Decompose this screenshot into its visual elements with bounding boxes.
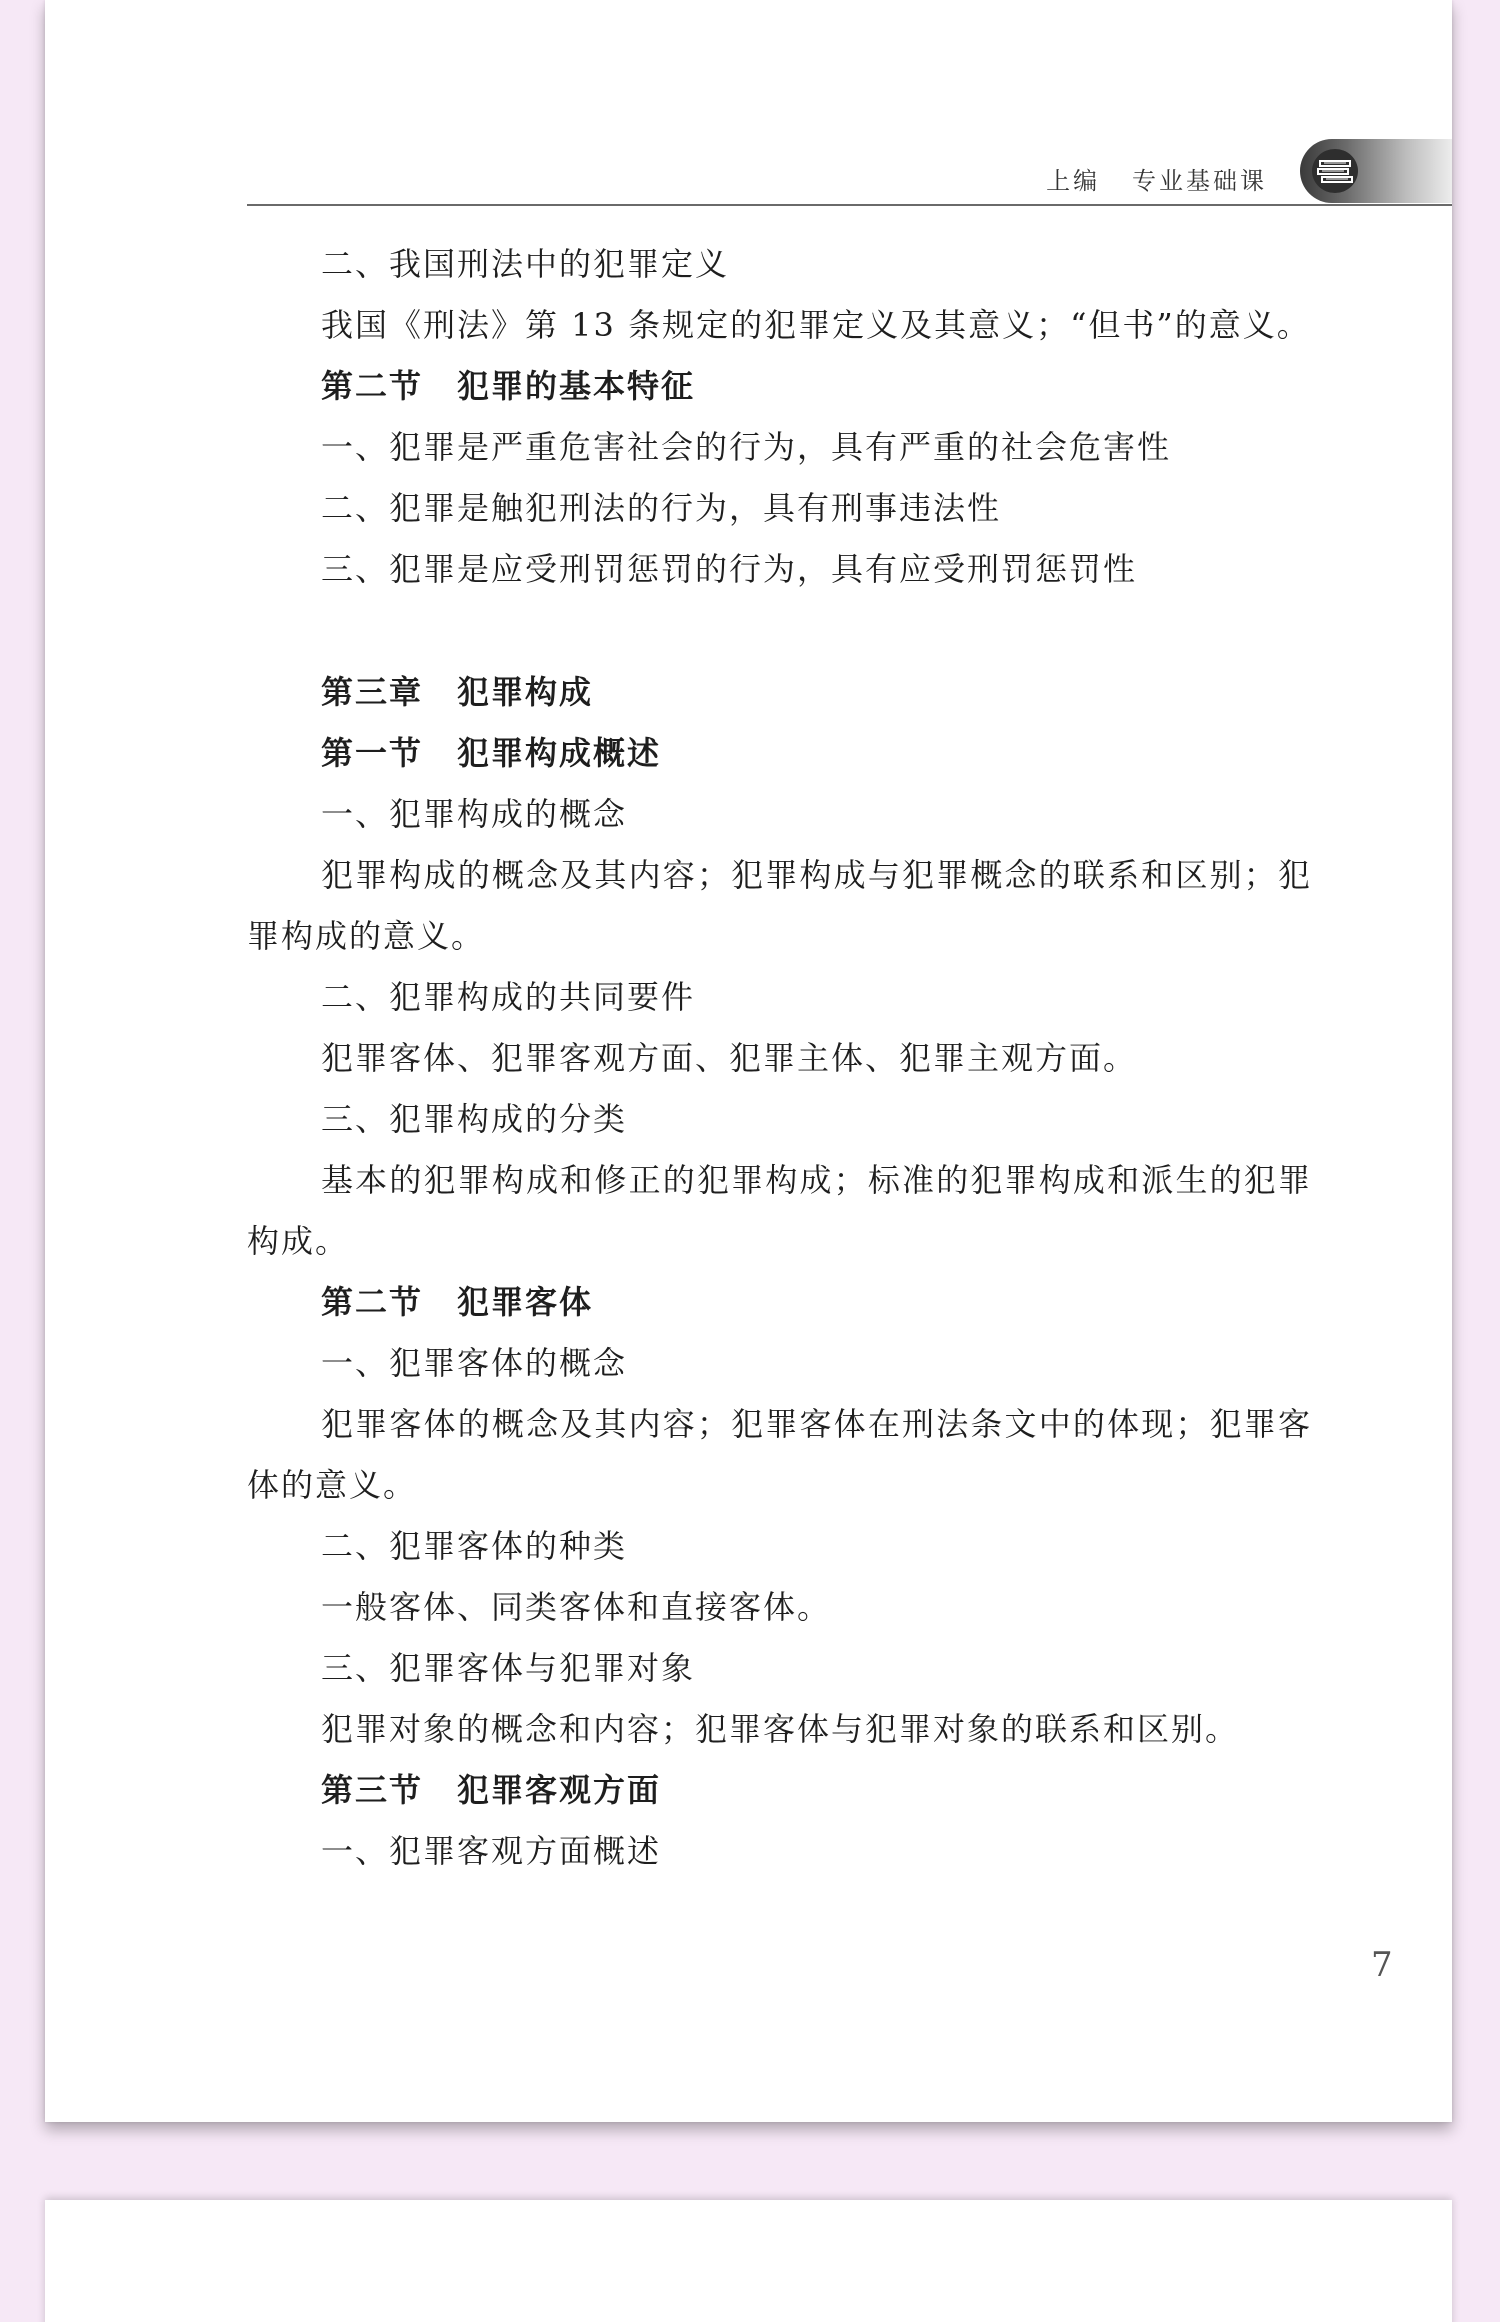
header-tab [1300,139,1452,203]
body-paragraph: 犯罪客体的概念及其内容；犯罪客体在刑法条文中的体现；犯罪客体的意义。 [247,1405,1312,1504]
chapter-heading: 第三章 犯罪构成 [321,673,594,711]
body-paragraph: 犯罪客体、犯罪客观方面、犯罪主体、犯罪主观方面。 [321,1039,1138,1077]
page-number: 7 [1371,1945,1393,1985]
page-body [247,234,1312,1882]
subheading: 一、犯罪是严重危害社会的行为，具有严重的社会危害性 [321,428,1172,466]
subheading: 一、犯罪客观方面概述 [321,1832,662,1870]
body-paragraph: 我国《刑法》第 13 条规定的犯罪定义及其意义；“但书”的意义。 [321,306,1311,344]
book-page [45,0,1452,2122]
subheading: 三、犯罪客体与犯罪对象 [321,1649,696,1687]
stacked-books-icon [1310,147,1360,195]
subheading: 三、犯罪构成的分类 [321,1100,628,1138]
running-header: 上编 专业基础课 [1046,167,1267,195]
section-heading: 第三节 犯罪客观方面 [321,1771,662,1809]
subheading: 一、犯罪构成的概念 [321,795,628,833]
body-paragraph: 基本的犯罪构成和修正的犯罪构成；标准的犯罪构成和派生的犯罪构成。 [247,1161,1312,1260]
section-heading: 第一节 犯罪构成概述 [321,734,662,772]
subheading: 二、犯罪是触犯刑法的行为，具有刑事违法性 [321,489,1002,527]
body-paragraph: 一般客体、同类客体和直接客体。 [321,1588,832,1626]
body-paragraph: 犯罪对象的概念和内容；犯罪客体与犯罪对象的联系和区别。 [321,1710,1240,1748]
next-page [45,2200,1452,2322]
subheading: 二、我国刑法中的犯罪定义 [321,245,730,283]
subheading: 三、犯罪是应受刑罚惩罚的行为，具有应受刑罚惩罚性 [321,550,1138,588]
subheading: 二、犯罪客体的种类 [321,1527,628,1565]
subheading: 一、犯罪客体的概念 [321,1344,628,1382]
header-rule [247,204,1452,206]
spacer [247,600,1312,662]
section-heading: 第二节 犯罪的基本特征 [321,367,696,405]
body-paragraph: 犯罪构成的概念及其内容；犯罪构成与犯罪概念的联系和区别；犯罪构成的意义。 [247,856,1312,955]
subheading: 二、犯罪构成的共同要件 [321,978,696,1016]
section-heading: 第二节 犯罪客体 [321,1283,594,1321]
